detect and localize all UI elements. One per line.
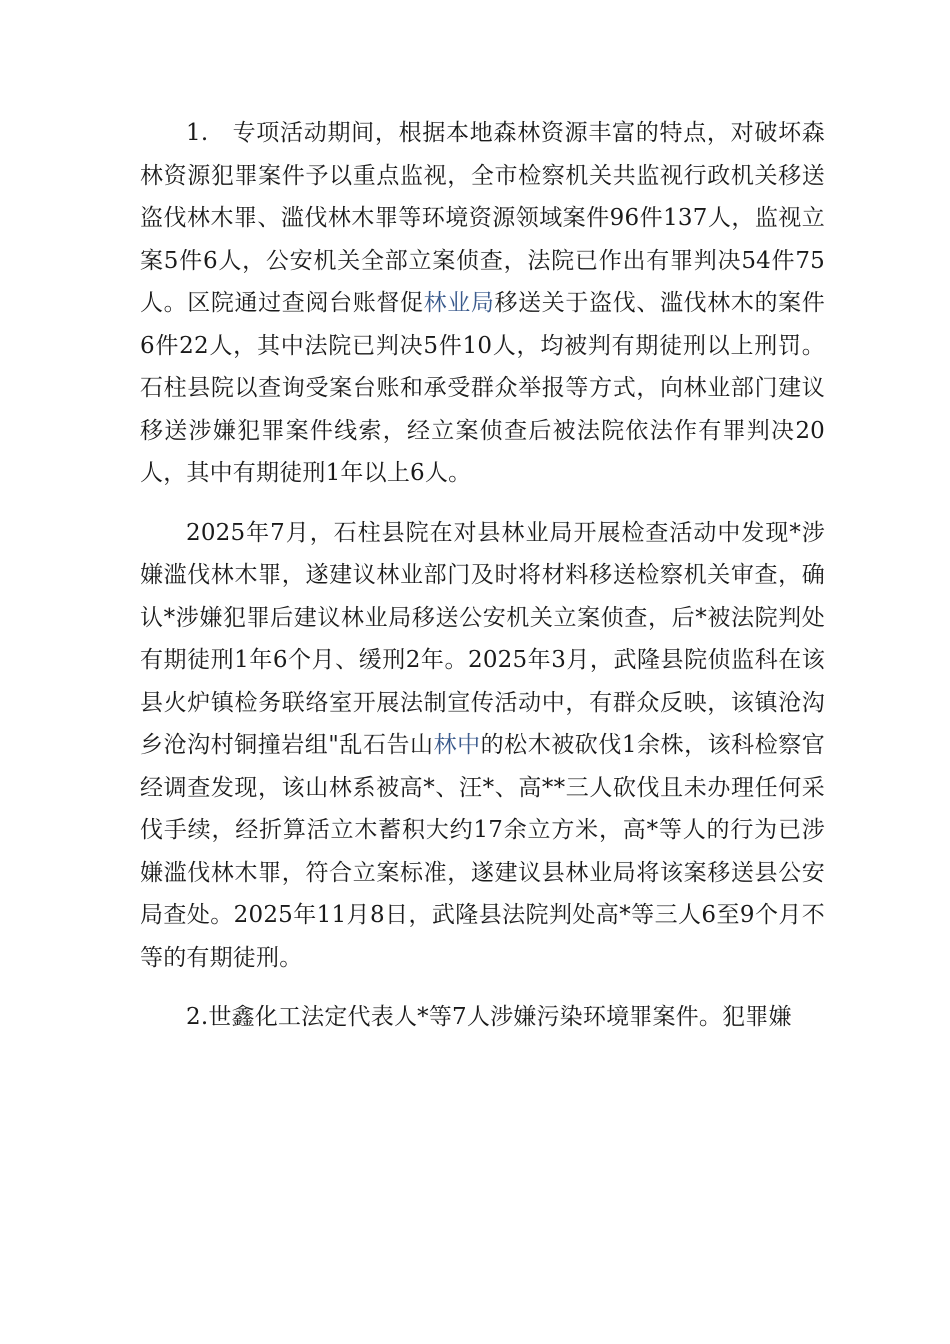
paragraph-text: 2025年7月，石柱县院在对县林业局开展检查活动中发现*涉嫌滥伐林木罪，遂建议林业部门及时将材料移送检察机关审查，确认*涉嫌犯罪后建议林业局移送公安机关立案侦查，后*被法院判处有期徒刑1年6个月、缓刑2年。2025年3月，武隆县院侦监科在该县火炉镇检务联络室开展法制宣传活动中，有群众反映，该镇沧沟乡沧沟村铜撞岩组"乱石告山 — [140, 519, 825, 758]
paragraph-text: 2.世鑫化工法定代表人*等7人涉嫌污染环境罪案件。犯罪嫌 — [186, 1004, 792, 1030]
forest-link[interactable]: 林中 — [433, 732, 481, 758]
paragraph-text: 的松木被砍伐1余株，该科检察官经调查发现，该山林系被高*、汪*、高**三人砍伐且未办理任何采伐手续，经折算活立木蓄积大约17余立方米，高*等人的行为已涉嫌滥伐林木罪，符合立案标准，遂建议县林业局将该案移送县公安局查处。2025年11月8日，武隆县法院判处高*等三人6至9个月不等的有期徒刑。 — [140, 732, 825, 971]
document-body — [140, 112, 825, 1056]
paragraph-text: 1. 专项活动期间，根据本地森林资源丰富的特点，对破坏森林资源犯罪案件予以重点监视，全市检察机关共监视行政机关移送盗伐林木罪、滥伐林木罪等环境资源领域案件96件137人，监视立案5件6人，公安机关全部立案侦查，法院已作出有罪判决54件75人。区院通过查阅台账督促 — [140, 120, 825, 316]
paragraph-forest-monitoring — [140, 112, 825, 495]
forestry-bureau-link[interactable]: 林业局 — [423, 290, 495, 316]
paragraph-case-examples — [140, 512, 825, 980]
paragraph-text: 移送关于盗伐、滥伐林木的案件6件22人，其中法院已判决5件10人，均被判有期徒刑以上刑罚。石柱县院以查询受案台账和承受群众举报等方式，向林业部门建议移送涉嫌犯罪案件线索，经立案侦查后被法院依法作有罪判决20人，其中有期徒刑1年以上6人。 — [140, 290, 825, 486]
paragraph-pollution-case — [140, 996, 825, 1039]
